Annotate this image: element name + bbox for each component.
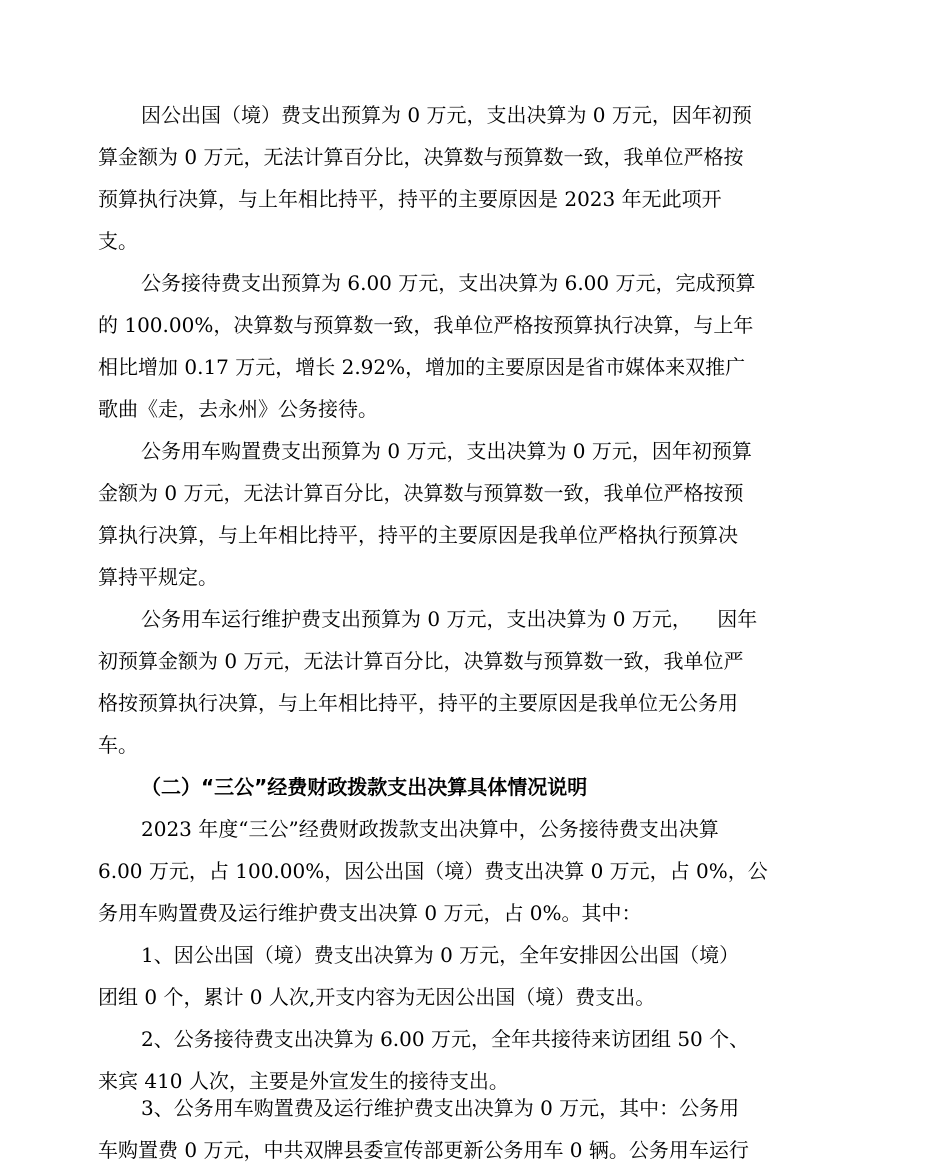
list-item [0, 1094, 793, 1162]
text-line: 格按预算执行决算，与上年相比持平，持平的主要原因是我单位无公务用 [98, 691, 738, 715]
text-line: 3、公务用车购置费及运行维护费支出决算为 0 万元，其中：公务用 [141, 1096, 740, 1120]
section-heading: （二）“三公”经费财政拨款支出决算具体情况说明 [141, 775, 588, 799]
text-line: 歌曲《走，去永州》公务接待。 [98, 397, 378, 421]
text-line: 6.00 万元，占 100.00%，因公出国（境）费支出决算 0 万元，占 0%，公 [98, 859, 768, 883]
text-line: 公务接待费支出预算为 6.00 万元，支出决算为 6.00 万元，完成预算 [141, 271, 756, 295]
text-line: 相比增加 0.17 万元，增长 2.92%，增加的主要原因是省市媒体来双推广 [98, 355, 746, 379]
text-line: 1、因公出国（境）费支出决算为 0 万元，全年安排因公出国（境） [141, 943, 740, 967]
text-line: 的 100.00%，决算数与预算数一致，我单位严格按预算执行决算，与上年 [98, 313, 754, 337]
text-line: 公务用车购置费支出预算为 0 万元，支出决算为 0 万元，因年初预算 [141, 439, 752, 463]
text-line: 2023 年度“三公”经费财政拨款支出决算中，公务接待费支出决算 [141, 817, 719, 841]
text-line: 车。 [98, 733, 138, 757]
text-line: 2、公务接待费支出决算为 6.00 万元，全年共接待来访团组 50 个、 [141, 1027, 750, 1051]
text-line: 支。 [98, 229, 138, 253]
text-line: 务用车购置费及运行维护费支出决算 0 万元，占 0%。其中： [98, 901, 642, 925]
text-line: 来宾 410 人次，主要是外宣发生的接待支出。 [98, 1069, 509, 1093]
text-line: 初预算金额为 0 万元，无法计算百分比，决算数与预算数一致，我单位严 [98, 649, 744, 673]
text-line: 团组 0 个，累计 0 人次,开支内容为无因公出国（境）费支出。 [98, 985, 656, 1009]
text-line: 因公出国（境）费支出预算为 0 万元，支出决算为 0 万元，因年初预 [141, 103, 752, 127]
text-line: 预算执行决算，与上年相比持平，持平的主要原因是 2023 年无此项开 [98, 187, 722, 211]
text-line: 算金额为 0 万元，无法计算百分比，决算数与预算数一致，我单位严格按 [98, 145, 744, 169]
text-line: 公务用车运行维护费支出预算为 0 万元，支出决算为 0 万元， 因年 [141, 607, 758, 631]
text-line: 车购置费 0 万元，中共双牌县委宣传部更新公务用车 0 辆。公务用车运行 [98, 1138, 749, 1162]
text-line: 金额为 0 万元，无法计算百分比，决算数与预算数一致，我单位严格按预 [98, 481, 744, 505]
text-line: 算持平规定。 [98, 565, 218, 589]
text-line: 算执行决算，与上年相比持平，持平的主要原因是我单位严格执行预算决 [98, 523, 738, 547]
